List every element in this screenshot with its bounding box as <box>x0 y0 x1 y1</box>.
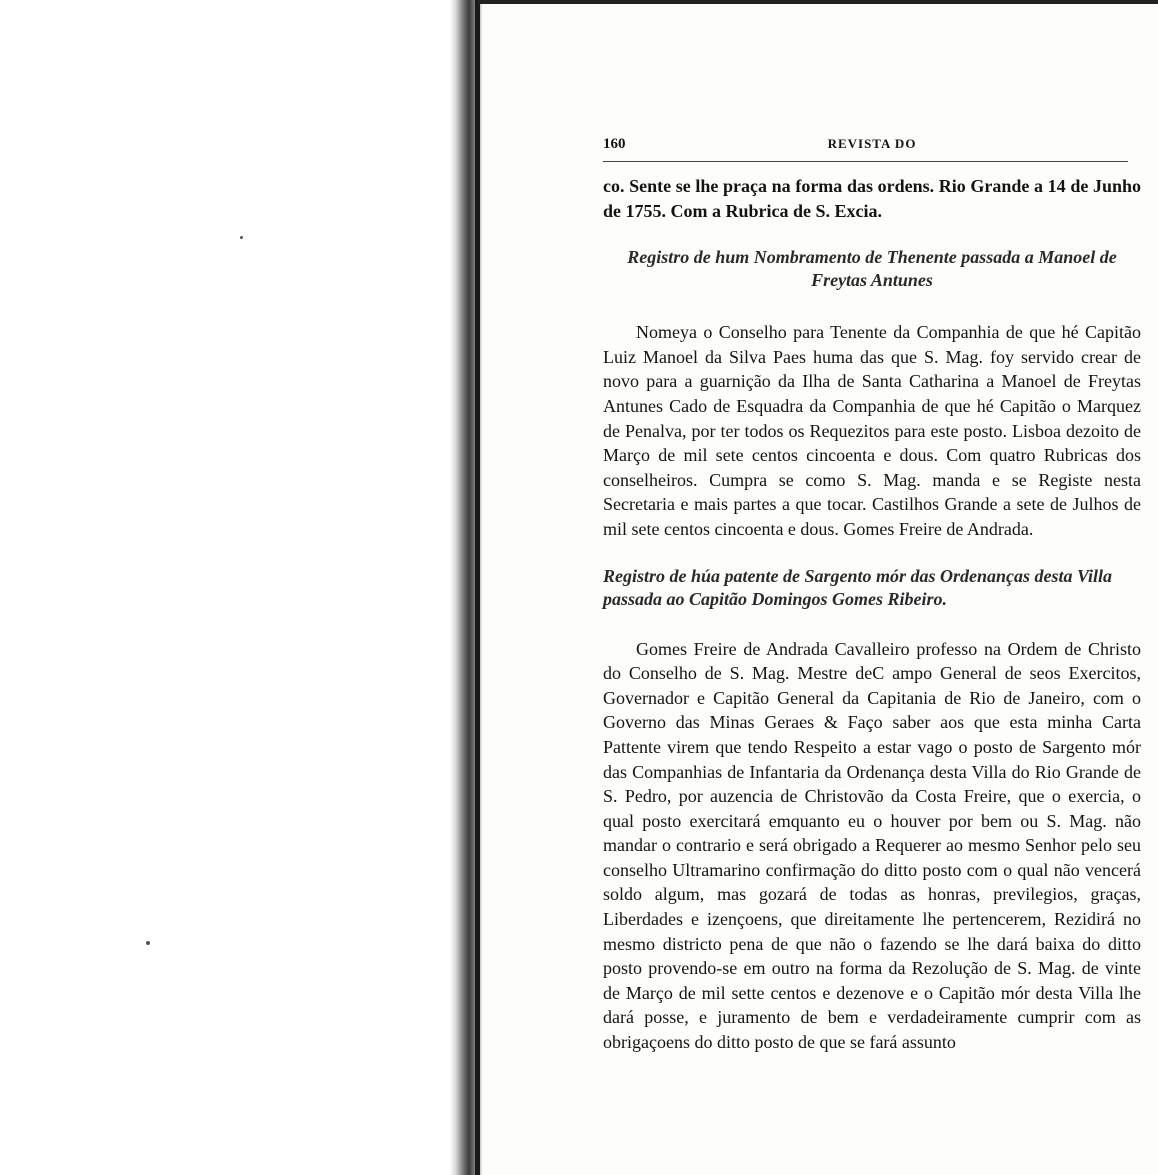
paragraph-gomes-freire: Gomes Freire de Andrada Cavalleiro professo na Ordem de Christo do Conselho de S. Mag. Mestre deC ampo General de seos Exercitos, Governador e Capitão General da Capitania de Rio de Janeiro, com o Governo das Minas Geraes & Faço saber aos que esta minha Carta Pattente virem que tendo Respeito a estar vago o posto de Sargento mór das Companhias de Infantaria da Ordenança desta Villa do Rio Grande de S. Pedro, por auzencia de Christovão da Costa Freire, que o exercia, o qual posto exercitará emquanto eu o houver por bem ou S. Mag. não mandar o contrario e será obrigado a Requerer ao mesmo Senhor pelo seu conselho Ultramarino confirmação do ditto posto com o qual não vencerá soldo algum, mas gozará de todas as honras, previlegios, graças, Liberdades e izençoens, que direitamente lhe pertencerem, Rezidirá no mesmo districto pena de que não o fazendo se lhe dará baixa do ditto posto provendo-se em outro na forma da Rezolução de S. Mag. de vinte de Março de mil sette centos e dezenove e o Capitão mór desta Villa lhe dará posse, e juramento de bem e verdadeiramente cumprir com as obrigaçoens do ditto posto de que se fará assunto <box>603 638 1141 1053</box>
section-heading-tenente: Registro de hum Nombramento de Thenente passada a Manoel de Freytas Antunes <box>627 247 1117 291</box>
paper-speck <box>146 941 150 945</box>
blank-left-page <box>0 0 456 1175</box>
running-title: REVISTA DO <box>827 136 917 151</box>
header-rule <box>603 161 1128 162</box>
running-head <box>603 136 1141 158</box>
paper-speck <box>240 236 243 239</box>
gutter-shadow <box>475 0 480 1175</box>
section-heading-sargento: Registro de húa patente de Sargento mór das Ordenanças desta Villa passada ao Capitão Domingos Gomes Ribeiro. <box>603 565 1113 609</box>
body-text <box>603 174 1141 1055</box>
paragraph-nomeya: Nomeya o Conselho para Tenente da Companhia de que hé Capitão Luiz Manoel da Silva Paes huma das que S. Mag. foy servido crear de novo para a guarnição da Ilha de Santa Catharina a Manoel de Freytas Antunes Cado de Esquadra da Companhia de que hé Capitão o Marquez de Penalva, por ter todos os Requezitos para este posto. Lisboa dezoito de Março de mil sete centos cincoenta e dous. Com quatro Rubricas dos conselheiros. Cumpra se como S. Mag. manda e se Registe nesta Secretaria e mais partes a que tocar. Castilhos Grande a sete de Julhos de mil sete centos cincoenta e dous. Gomes Freire de Andrada. <box>603 322 1141 539</box>
opening-paragraph: co. Sente se lhe praça na forma das ordens. Rio Grande a 14 de Junho de 1755. Com a Rubrica de S. Excia. <box>603 176 1141 221</box>
page-number: 160 <box>603 136 626 152</box>
